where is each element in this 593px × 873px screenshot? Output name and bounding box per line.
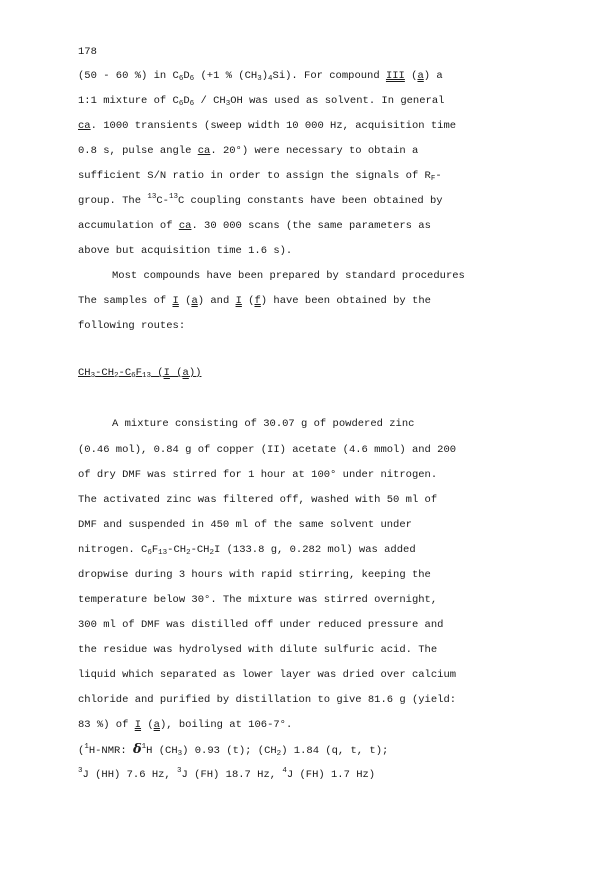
text-line: accumulation of ca. 30 000 scans (the same parameters as <box>78 220 431 232</box>
text-line: 300 ml of DMF was distilled off under reduced pressure and <box>78 619 444 631</box>
text-line: DMF and suspended in 450 ml of the same solvent under <box>78 519 412 531</box>
text-line: above but acquisition time 1.6 s). <box>78 245 293 257</box>
compound-ref: III <box>385 70 405 82</box>
text-line: 1:1 mixture of $C_6D_6 / CH_3OH$ was used as solvent. In general <box>78 95 445 108</box>
text-line: of dry DMF was stirred for 1 hour at 100° under nitrogen. <box>78 469 438 481</box>
text-line: A mixture consisting of 30.07 g of powdered zinc <box>112 418 415 430</box>
text-line: sufficient S/N ratio in order to assign the signals of $R_F-$ <box>78 170 442 183</box>
section-heading: $CH_3-CH_2-C_6F_{13}$ (I (a)) <box>78 367 202 380</box>
page-number: 178 <box>78 46 97 58</box>
text-line: The samples of I (a) and I (f) have been obtained by the <box>78 295 431 307</box>
text-line: ca. 1000 transients (sweep width 10 000 Hz, acquisition time <box>78 120 457 132</box>
delta-symbol: δ <box>132 742 142 757</box>
text-line: nitrogen. $C_6F_{13}-CH_2-CH_2I$ (133.8 g, 0.282 mol) was added <box>78 544 416 557</box>
text-line: (0.46 mol), 0.84 g of copper (II) acetate (4.6 mmol) and 200 <box>78 444 457 456</box>
text-line: group. The $^{13}$C-$^{13}$C coupling constants have been obtained by <box>78 193 443 207</box>
text-line: the residue was hydrolysed with dilute sulfuric acid. The <box>78 644 438 656</box>
text-line: (50 - 60 %) in $C_6D_6$ (+1 % $(CH_3)_4Si$). For compound III (a) a <box>78 70 443 83</box>
text-line: temperature below 30°. The mixture was stirred overnight, <box>78 594 438 606</box>
nmr-data-line: $^3$J (HH) 7.6 Hz, $^3$J (FH) 18.7 Hz, $^4$J (FH) 1.7 Hz) <box>78 767 376 781</box>
text-line: following routes: <box>78 320 186 332</box>
text-line: The activated zinc was filtered off, washed with 50 ml of <box>78 494 438 506</box>
text-line: 0.8 s, pulse angle ca. 20°) were necessary to obtain a <box>78 145 419 157</box>
text-line: 83 %) of I (a), boiling at 106-7°. <box>78 719 293 731</box>
text-line: Most compounds have been prepared by standard procedures <box>112 270 465 282</box>
text-line: dropwise during 3 hours with rapid stirring, keeping the <box>78 569 431 581</box>
text-line: chloride and purified by distillation to give 81.6 g (yield: <box>78 694 457 706</box>
nmr-data-line: ($^1$H-NMR: $\delta^1H$ $(CH_3)$ 0.93 (t); $(CH_2)$ 1.84 (q, t, t); <box>78 742 389 758</box>
text-line: liquid which separated as lower layer was dried over calcium <box>78 669 457 681</box>
